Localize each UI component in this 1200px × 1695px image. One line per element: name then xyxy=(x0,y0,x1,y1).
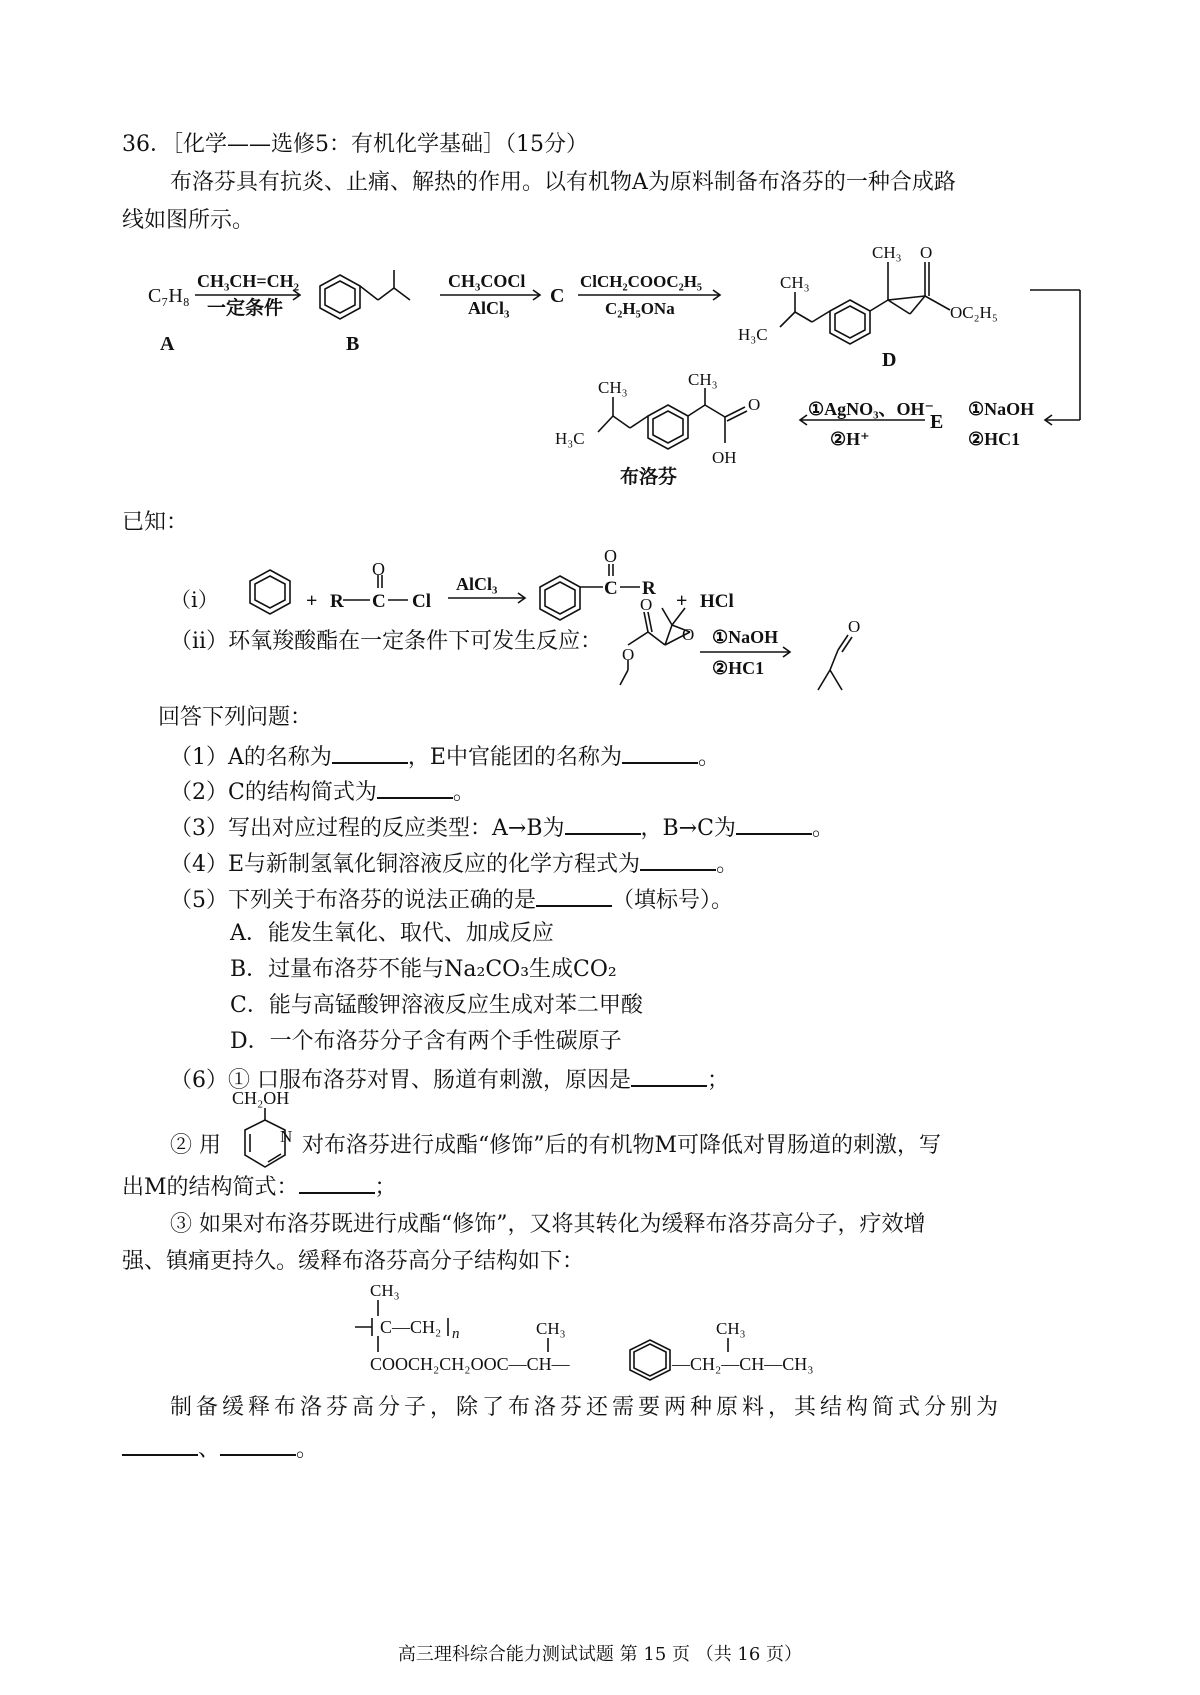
i-prodR: R xyxy=(642,578,656,599)
i-Cl: Cl xyxy=(412,591,431,612)
q5-blank[interactable] xyxy=(536,883,612,907)
ii-reagent-bottom: ②HC1 xyxy=(712,658,765,678)
reagent4-top: ①NaOH xyxy=(968,399,1035,419)
q6-text-a: （6）① 口服布洛芬对胃、肠道有刺激，原因是 xyxy=(170,1068,631,1093)
intro-line-1: 布洛芬具有抗炎、止痛、解热的作用。以有机物A为原料制备布洛芬的一种合成路 xyxy=(170,170,956,195)
q6-2-label: ② 用 xyxy=(170,1133,221,1158)
q1-blank-1[interactable] xyxy=(332,740,408,764)
q6-2-text-d: ； xyxy=(374,1175,397,1200)
i-label: （ⅰ） xyxy=(170,588,219,612)
E-label: E xyxy=(930,411,944,433)
product-o: O xyxy=(748,395,761,414)
q6-2-text: 对布洛芬进行成酯“修饰”后的有机物M可降低对胃肠道的刺激，写 xyxy=(302,1133,942,1158)
question-1 xyxy=(170,740,720,773)
q6-3-blank-2[interactable] xyxy=(220,1432,296,1456)
question-2 xyxy=(170,775,475,808)
D-ch3-left: CH₃ xyxy=(780,273,810,292)
q3-text-b: ，B→C为 xyxy=(640,816,736,841)
D-o: O xyxy=(920,243,933,262)
q5-text-a: （5）下列关于布洛芬的说法正确的是 xyxy=(170,888,536,913)
poly-ch3-right: CH₃ xyxy=(716,1319,746,1338)
i-HCl: HCl xyxy=(700,591,734,612)
q6-blank-1[interactable] xyxy=(631,1063,707,1087)
q6-3-line-1: ③ 如果对布洛芬既进行成酯“修饰”，又将其转化为缓释布洛芬高分子，疗效增 xyxy=(170,1212,926,1237)
i-plus1: + xyxy=(306,590,318,612)
q2-text-b: 。 xyxy=(452,780,475,805)
known-label: 已知： xyxy=(122,510,189,535)
q6-3-sep: 、 xyxy=(198,1437,221,1462)
q6-2-text-c: 出M的结构简式： xyxy=(122,1175,299,1200)
ii-product-O: O xyxy=(848,617,861,636)
A-formula: C₇H₈ xyxy=(148,285,190,307)
reagent1-top: CH₃CH=CH₂ xyxy=(197,271,300,291)
i-reagent: AlCl₃ xyxy=(456,574,498,594)
reagent3-top: ClCH₂COOC₂H₅ xyxy=(580,272,703,291)
i-plus2: + xyxy=(676,590,688,612)
q4-text-a: （4）E与新制氢氧化铜溶液反应的化学方程式为 xyxy=(170,852,641,877)
poly-ch3-top: CH₃ xyxy=(370,1281,400,1300)
reagent4-bottom: ②HC1 xyxy=(968,429,1021,449)
option-d: D．一个布洛芬分子含有两个手性碳原子 xyxy=(230,1029,622,1054)
product-h3c: H₃C xyxy=(555,429,585,448)
reagent5-bottom: ②H⁺ xyxy=(830,429,870,449)
q5-text-b: （填标号）。 xyxy=(612,888,734,913)
product-oh: OH xyxy=(712,448,737,467)
q3-blank-2[interactable] xyxy=(736,811,812,835)
option-c: C．能与高锰酸钾溶液反应生成对苯二甲酸 xyxy=(230,993,643,1018)
reagent2-bottom: AlCl₃ xyxy=(468,298,510,318)
q2-text-a: （2）C的结构简式为 xyxy=(170,780,377,805)
D-ch3-top: CH₃ xyxy=(872,243,902,262)
ii-epoxide-O: O xyxy=(682,625,695,644)
page-footer: 高三理科综合能力测试试题 第 15 页 （共 16 页） xyxy=(397,1644,803,1665)
q6-3-end: 。 xyxy=(296,1437,319,1462)
product-ch3-left: CH₃ xyxy=(598,378,628,397)
pyridine-ch2oh: CH₂OH xyxy=(232,1090,290,1108)
product-label: 布洛芬 xyxy=(620,467,678,485)
option-b: B．过量布洛芬不能与Na₂CO₃生成CO₂ xyxy=(230,957,617,982)
i-C: C xyxy=(372,591,386,612)
B-label: B xyxy=(346,333,360,355)
q6-2-blank[interactable] xyxy=(299,1170,375,1194)
poly-main: C—CH₂ xyxy=(380,1317,442,1337)
q1-text-c: 。 xyxy=(697,745,720,770)
known-reaction-ii xyxy=(0,590,1200,695)
reagent3-bottom: C₂H₅ONa xyxy=(605,299,675,318)
reagent2-top: CH₃COCl xyxy=(448,271,526,291)
question-6-2-cont xyxy=(122,1170,397,1203)
question-number: 36． xyxy=(122,132,172,157)
known-ii-text: （ⅱ）环氧羧酸酯在一定条件下可发生反应： xyxy=(170,629,603,654)
q4-text-b: 。 xyxy=(716,852,739,877)
ii-ester-O2: O xyxy=(622,645,635,664)
q2-blank[interactable] xyxy=(377,775,453,799)
i-R: R xyxy=(330,591,344,612)
q6-3-line-2: 强、镇痛更持久。缓释布洛芬高分子结构如下： xyxy=(122,1249,585,1274)
D-label: D xyxy=(882,349,897,371)
q3-blank-1[interactable] xyxy=(565,811,641,835)
q6-3-question: 制备缓释布洛芬高分子，除了布洛芬还需要两种原料，其结构简式分别为 xyxy=(170,1395,1003,1420)
i-prodC: C xyxy=(604,578,618,599)
option-a: A．能发生氧化、取代、加成反应 xyxy=(230,921,554,946)
i-O: O xyxy=(372,559,385,579)
D-h3c: H₃C xyxy=(738,325,768,344)
i-prodO: O xyxy=(604,548,617,566)
poly-n: n xyxy=(452,1326,460,1342)
q3-text-a: （3）写出对应过程的反应类型：A→B为 xyxy=(170,816,565,841)
reagent1-bottom: 一定条件 xyxy=(207,298,284,319)
product-ch3-top: CH₃ xyxy=(688,370,718,389)
intro-line-2: 线如图所示。 xyxy=(122,208,255,233)
reagent5-top: ①AgNO₃、OH⁻ xyxy=(808,399,935,419)
ii-ester-O1: O xyxy=(640,595,653,614)
C-label: C xyxy=(550,285,565,307)
A-label: A xyxy=(160,333,175,355)
synthesis-scheme xyxy=(0,225,1200,485)
poly-tail: —CH₂—CH—CH₃ xyxy=(672,1354,814,1374)
pyridine-N: N xyxy=(280,1127,293,1146)
questions-intro: 回答下列问题： xyxy=(158,705,313,730)
question-heading xyxy=(122,130,588,160)
ii-reagent-top: ①NaOH xyxy=(712,627,779,647)
q6-text-b: ； xyxy=(707,1068,730,1093)
q6-3-answers xyxy=(122,1432,318,1465)
question-title: ［化学——选修5：有机化学基础］（15分） xyxy=(172,132,588,157)
q1-text-a: （1）A的名称为 xyxy=(170,745,332,770)
question-3 xyxy=(170,811,834,844)
q1-blank-2[interactable] xyxy=(622,740,698,764)
poly-bottom: COOCH₂CH₂OOC—CH— xyxy=(370,1354,570,1374)
D-oc2h5: OC₂H₅ xyxy=(950,303,998,322)
q3-text-c: 。 xyxy=(811,816,834,841)
polymer-structure xyxy=(0,1275,1200,1390)
question-5 xyxy=(170,883,733,916)
q6-3-blank-1[interactable] xyxy=(122,1432,198,1456)
poly-ch3-mid: CH₃ xyxy=(536,1319,566,1338)
q1-text-b: ，E中官能团的名称为 xyxy=(407,745,622,770)
question-4 xyxy=(170,847,738,880)
q4-blank[interactable] xyxy=(640,847,716,871)
